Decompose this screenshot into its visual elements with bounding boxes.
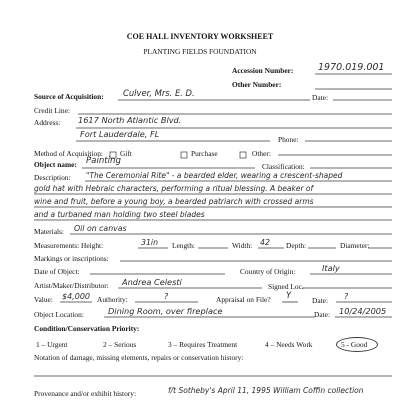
- condition-heading: Condition/Conservation Priority:: [34, 324, 140, 333]
- condition-option-requires-treatment[interactable]: 3 – Requires Treatment: [168, 340, 238, 349]
- accession-number-value[interactable]: 1970.019.001: [318, 62, 385, 73]
- diameter-label: Diameter:: [340, 241, 370, 250]
- description-line-4[interactable]: and a turbaned man holding two steel blades: [34, 210, 205, 219]
- measurements-label: Measurements: Height:: [34, 241, 104, 250]
- object-name-label: Object name:: [34, 160, 77, 169]
- condition-option-urgent[interactable]: 1 – Urgent: [36, 340, 68, 349]
- object-location-value[interactable]: Dining Room, over fireplace: [108, 306, 223, 316]
- appraisal-value[interactable]: Y: [286, 290, 292, 300]
- form-title: COE HALL INVENTORY WORKSHEET: [126, 32, 274, 41]
- materials-label: Materials:: [34, 227, 64, 236]
- depth-label: Depth:: [286, 241, 307, 250]
- notation-label: Notation of damage, missing elements, repairs or conservation history:: [34, 353, 244, 362]
- provenance-label: Provenance and/or exhibit history:: [34, 389, 137, 398]
- date-of-object-label: Date of Object:: [34, 267, 80, 276]
- value-label: Value:: [34, 295, 53, 304]
- width-value[interactable]: 42: [260, 238, 270, 247]
- provenance-value[interactable]: f/t Sotheby's April 11, 1995 William Coffin collection: [168, 386, 364, 395]
- object-name-value[interactable]: Painting: [86, 156, 121, 166]
- location-date-label: Date:: [314, 310, 331, 319]
- appraisal-date-value[interactable]: ?: [344, 292, 349, 301]
- authority-label: Authority:: [97, 295, 128, 304]
- description-line-1[interactable]: "The Ceremonial Rite" - a bearded elder, wearing a crescent-shaped: [86, 171, 343, 180]
- other-number-label: Other Number:: [232, 80, 282, 89]
- source-value[interactable]: Culver, Mrs. E. D.: [123, 88, 195, 98]
- location-date-value[interactable]: 10/24/2005: [339, 306, 387, 316]
- markings-label: Markings or inscriptions:: [34, 254, 109, 263]
- condition-option-good[interactable]: 5 - Good: [341, 340, 368, 349]
- appraisal-label: Appraisal on File?: [216, 295, 271, 304]
- height-value[interactable]: 31in: [141, 238, 159, 247]
- length-label: Length:: [172, 241, 195, 250]
- description-line-3[interactable]: wine and fruit, before a young boy, a bearded patriarch with crossed arms: [34, 197, 314, 206]
- classification-label: Classification:: [262, 162, 305, 171]
- description-label: Description:: [34, 173, 71, 182]
- country-of-origin-value[interactable]: Italy: [322, 263, 340, 273]
- phone-label: Phone:: [278, 135, 299, 144]
- country-of-origin-label: Country of Origin:: [240, 267, 296, 276]
- credit-line-label: Credit Line:: [34, 106, 70, 115]
- address-line-2[interactable]: Fort Lauderdale, FL: [80, 129, 160, 139]
- condition-option-needs-work[interactable]: 4 – Needs Work: [265, 340, 313, 349]
- artist-value[interactable]: Andrea Celesti: [122, 277, 182, 287]
- method-purchase-option[interactable]: Purchase: [191, 149, 218, 158]
- signed-loc-label: Signed Loc.: [268, 282, 304, 291]
- foundation-name: PLANTING FIELDS FOUNDATION: [143, 47, 257, 56]
- method-of-acquisition-label: Method of Acquisition:: [34, 149, 103, 158]
- artist-label: Artist/Maker/Distributor:: [34, 281, 109, 290]
- value-amount[interactable]: $4,000: [62, 292, 90, 301]
- materials-value[interactable]: Oil on canvas: [74, 224, 127, 233]
- accession-number-label: Accession Number:: [232, 66, 294, 75]
- condition-option-serious[interactable]: 2 – Serious: [103, 340, 137, 349]
- source-date-label: Date:: [312, 93, 329, 102]
- method-gift-option[interactable]: Gift: [120, 149, 132, 158]
- appraisal-date-label: Date:: [312, 296, 329, 305]
- address-line-1[interactable]: 1617 North Atlantic Blvd.: [78, 115, 182, 125]
- source-label: Source of Acquisition:: [34, 92, 104, 101]
- method-other-option[interactable]: Other:: [252, 149, 271, 158]
- address-label: Address:: [34, 118, 61, 127]
- object-location-label: Object Location:: [34, 310, 84, 319]
- authority-value[interactable]: ?: [164, 292, 169, 301]
- width-label: Width:: [232, 241, 253, 250]
- description-line-2[interactable]: gold hat with Hebraic characters, performing a ritual blessing. A beaker of: [34, 184, 314, 193]
